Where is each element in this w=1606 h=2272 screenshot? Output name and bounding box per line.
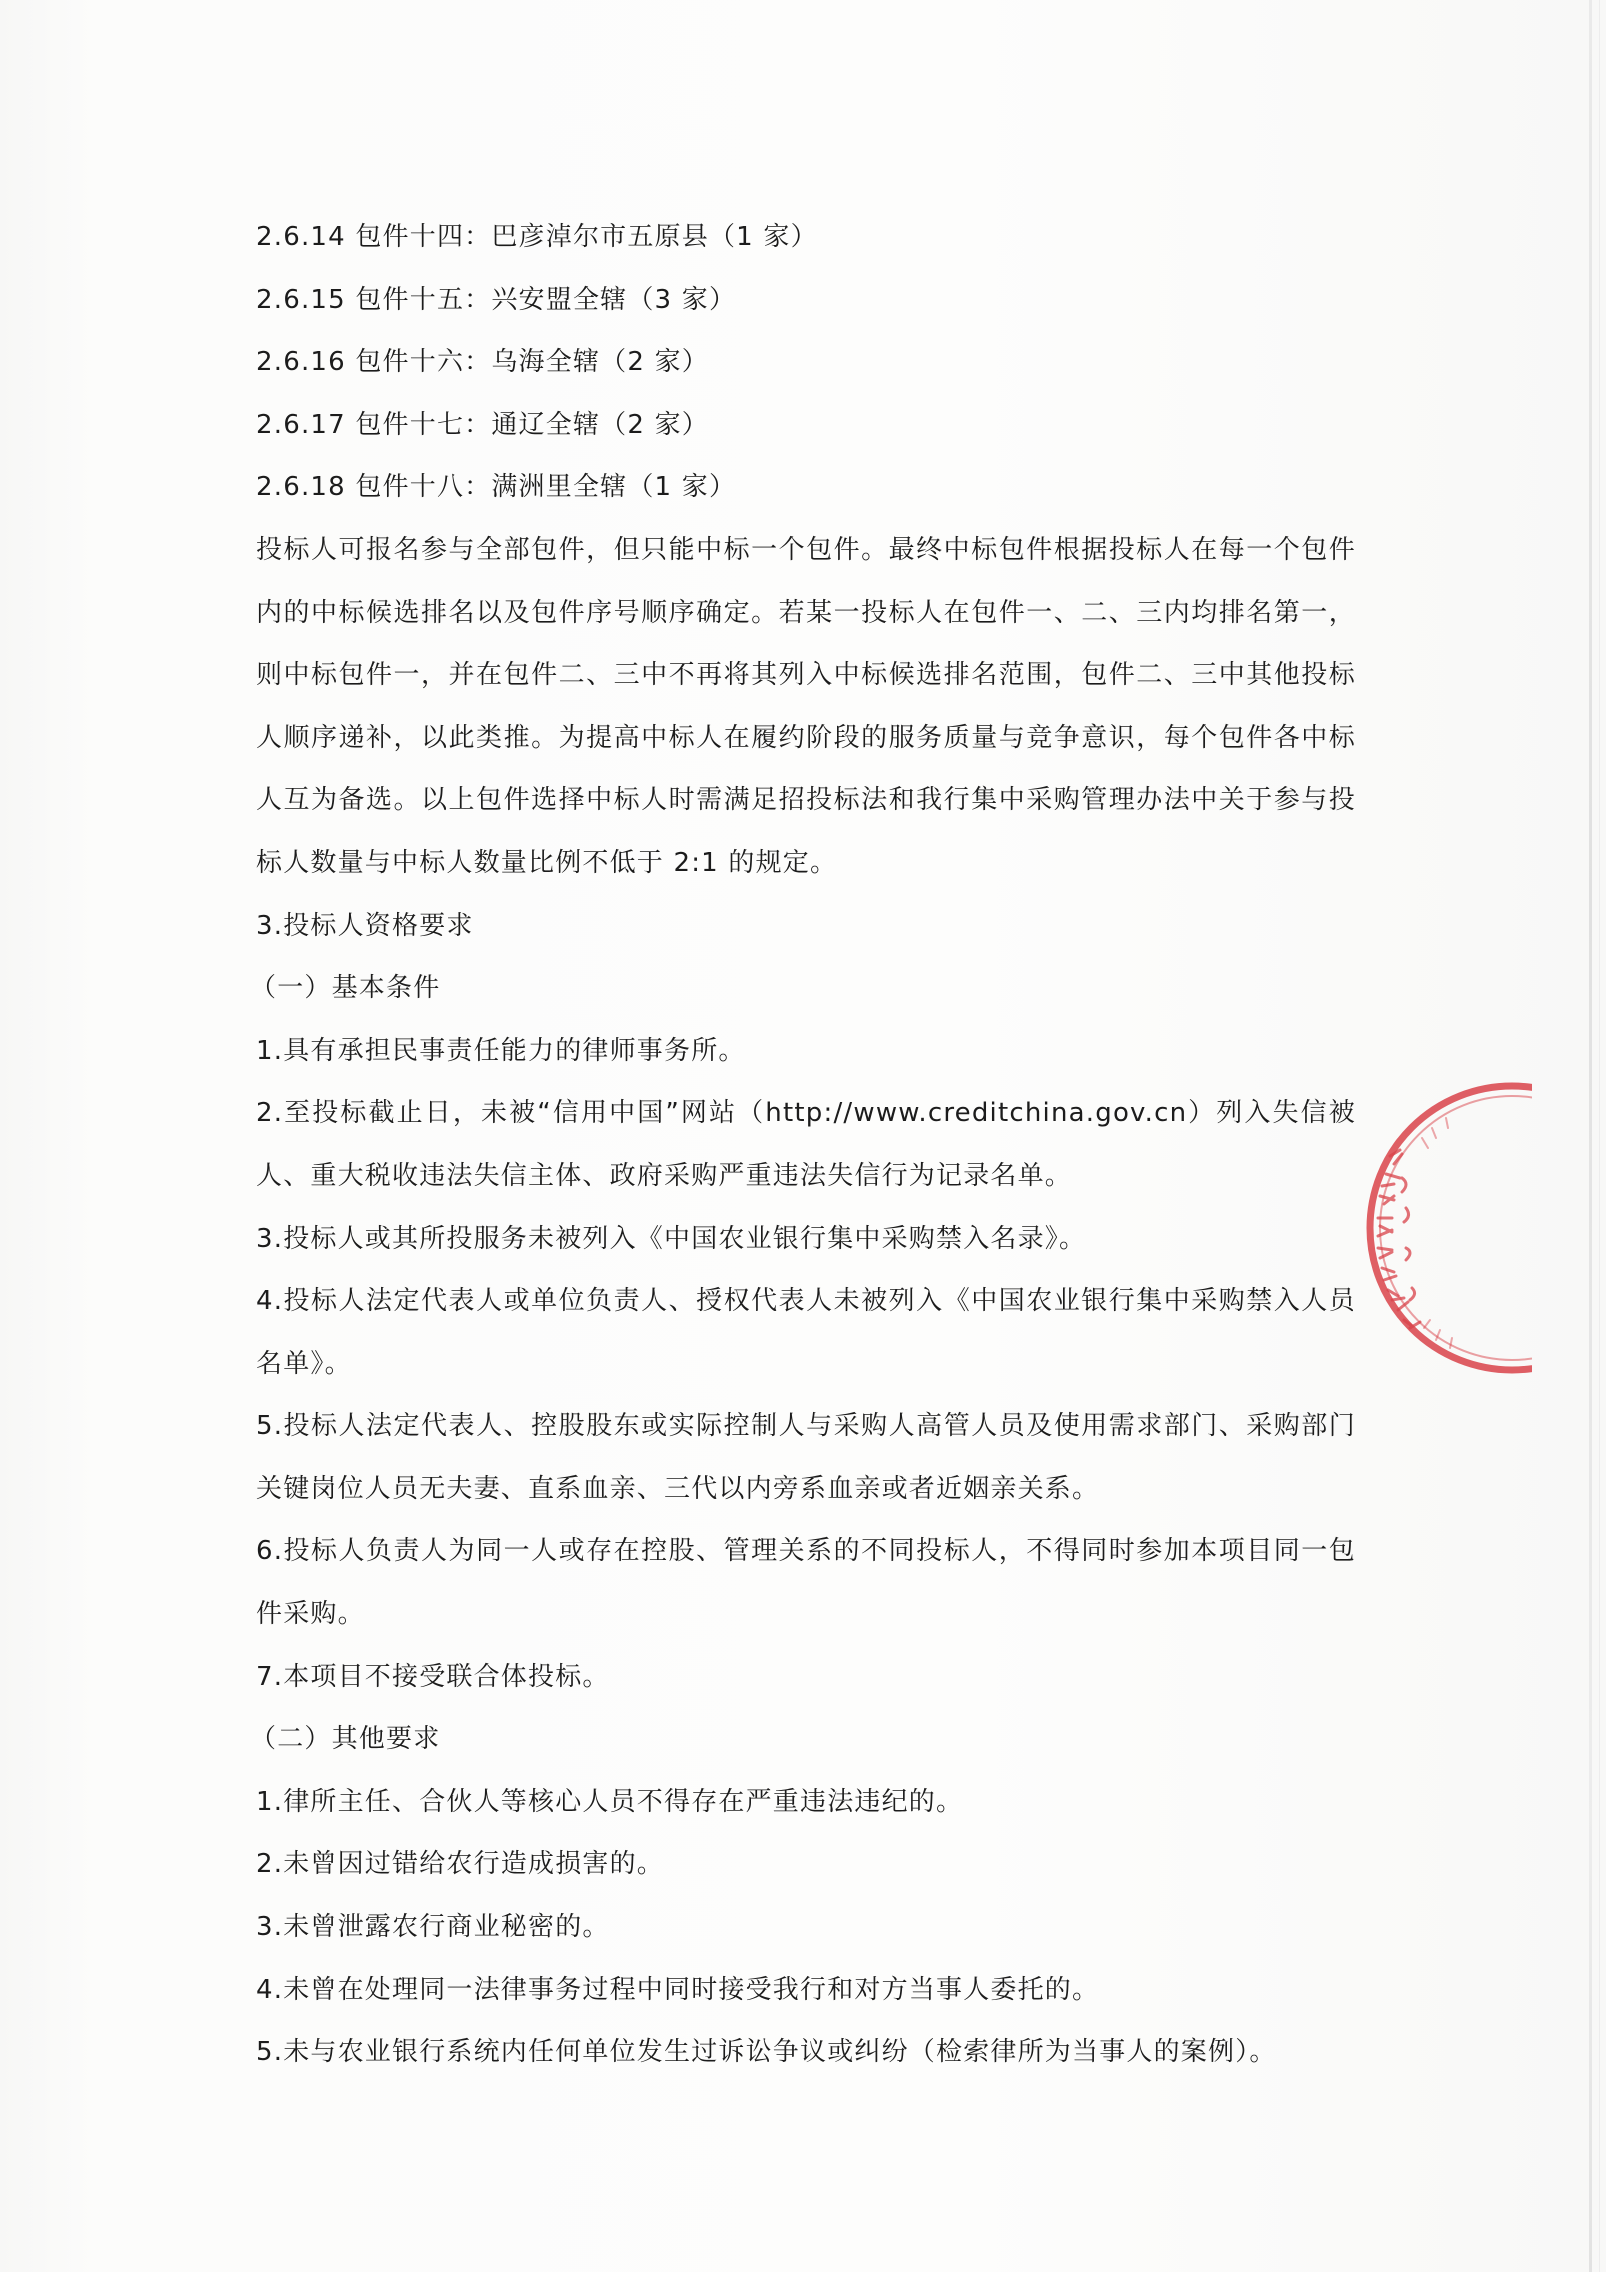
award-rule-line-5: 人互为备选。以上包件选择中标人时需满足招投标法和我行集中采购管理办法中关于参与投 [256, 785, 1356, 816]
section-heading-qualifications: 3.投标人资格要求 [256, 910, 474, 941]
award-rule-line-2: 内的中标候选排名以及包件序号顺序确定。若某一投标人在包件一、二、三内均排名第一， [256, 597, 1356, 628]
package-15-line: 2.6.15 包件十五：兴安盟全辖（3 家） [256, 284, 737, 315]
scan-edge-shadow [1589, 0, 1592, 2272]
other-requirement-4: 4.未曾在处理同一法律事务过程中同时接受我行和对方当事人委托的。 [256, 1974, 1100, 2005]
other-requirement-2: 2.未曾因过错给农行造成损害的。 [256, 1849, 665, 1880]
package-17-line: 2.6.17 包件十七：通辽全辖（2 家） [256, 409, 709, 440]
basic-condition-5-line-2: 关键岗位人员无夫妻、直系血亲、三代以内旁系血亲或者近姻亲关系。 [256, 1473, 1100, 1504]
basic-condition-1: 1.具有承担民事责任能力的律师事务所。 [256, 1035, 746, 1066]
award-rule-line-1: 投标人可报名参与全部包件，但只能中标一个包件。最终中标包件根据投标人在每一个包件 [256, 534, 1356, 565]
other-requirement-3: 3.未曾泄露农行商业秘密的。 [256, 1912, 610, 1943]
document-body [250, 206, 1356, 2084]
other-requirement-1: 1.律所主任、合伙人等核心人员不得存在严重违法违纪的。 [256, 1786, 964, 1817]
basic-condition-5-line-1: 5.投标人法定代表人、控股股东或实际控制人与采购人高管人员及使用需求部门、采购部门 [256, 1411, 1356, 1442]
package-18-line: 2.6.18 包件十八：满洲里全辖（1 家） [256, 472, 737, 503]
subsection-heading-other: （二）其他要求 [250, 1724, 441, 1755]
red-seal-stamp [1362, 1078, 1532, 1378]
basic-condition-6-line-1: 6.投标人负责人为同一人或存在控股、管理关系的不同投标人，不得同时参加本项目同一包 [256, 1536, 1356, 1567]
basic-condition-4-line-2: 名单》。 [256, 1348, 352, 1379]
award-rule-line-6: 标人数量与中标人数量比例不低于 2:1 的规定。 [256, 847, 838, 878]
package-16-line: 2.6.16 包件十六：乌海全辖（2 家） [256, 347, 709, 378]
subsection-heading-basic: （一）基本条件 [250, 973, 441, 1004]
basic-condition-3: 3.投标人或其所投服务未被列入《中国农业银行集中采购禁入名录》。 [256, 1223, 1087, 1254]
award-rule-line-4: 人顺序递补，以此类推。为提高中标人在履约阶段的服务质量与竞争意识，每个包件各中标 [256, 722, 1356, 753]
scan-edge-line [1599, 0, 1600, 2272]
basic-condition-2-line-2: 人、重大税收违法失信主体、政府采购严重违法失信行为记录名单。 [256, 1160, 1073, 1191]
other-requirement-5: 5.未与农业银行系统内任何单位发生过诉讼争议或纠纷（检索律所为当事人的案例）。 [256, 2037, 1277, 2068]
basic-condition-6-line-2: 件采购。 [256, 1599, 365, 1630]
basic-condition-2-line-1: 2.至投标截止日，未被“信用中国”网站（http://www.creditchina.gov.cn）列入失信被 [256, 1098, 1356, 1129]
award-rule-line-3: 则中标包件一，并在包件二、三中不再将其列入中标候选排名范围，包件二、三中其他投标 [256, 660, 1356, 691]
basic-condition-7: 7.本项目不接受联合体投标。 [256, 1661, 610, 1692]
basic-condition-4-line-1: 4.投标人法定代表人或单位负责人、授权代表人未被列入《中国农业银行集中采购禁入人员 [256, 1286, 1356, 1317]
package-14-line: 2.6.14 包件十四：巴彦淖尔市五原县（1 家） [256, 222, 818, 252]
